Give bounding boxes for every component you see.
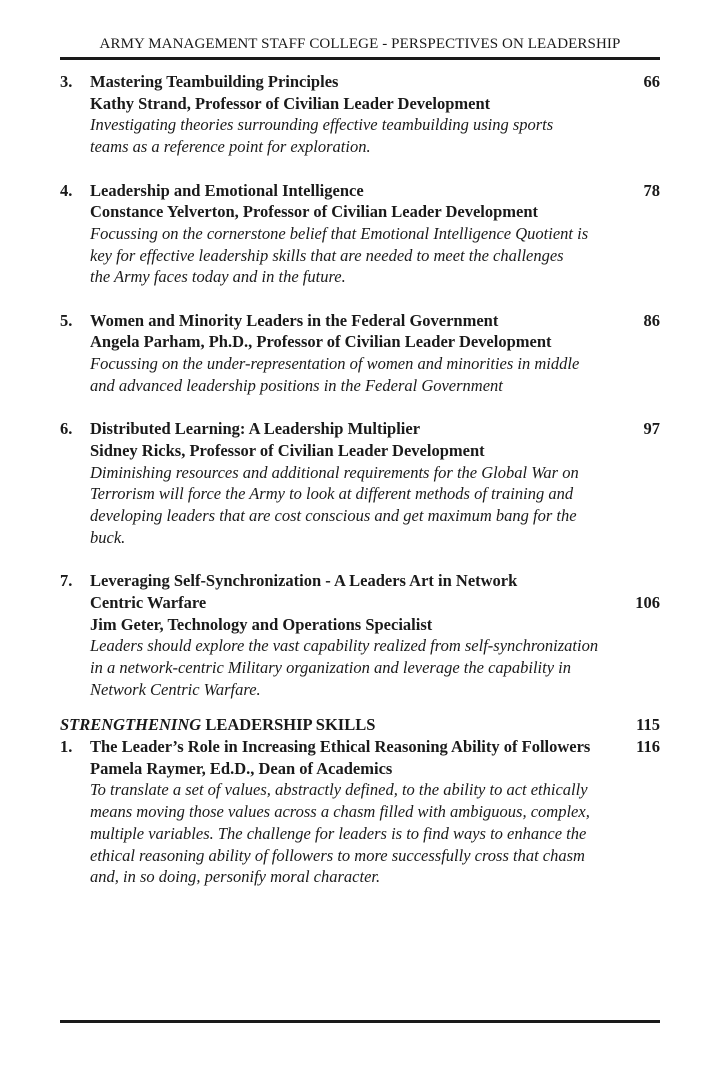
description-line: means moving those values across a chasm filled with ambiguous, complex, [90,802,590,822]
entry-title-line [90,180,660,202]
description-line: and advanced leadership positions in the Federal Government [90,375,503,395]
description-line: To translate a set of values, abstractly defined, to the ability to act ethically [90,780,588,800]
entry-page: 97 [643,419,660,439]
entry-title: Leveraging Self-Synchronization - A Leaders Art in Network [90,571,518,591]
entry-title: The Leader’s Role in Increasing Ethical Reasoning Ability of Followers [90,737,591,757]
toc-entry-4 [60,180,660,289]
toc-entry-section-1 [60,736,660,888]
entry-title-line [90,570,660,592]
entry-title: Leadership and Emotional Intelligence [90,180,364,200]
entry-title-continued: Centric Warfare [90,592,207,612]
entry-page: 78 [643,180,660,200]
description-line: multiple variables. The challenge for leaders is to find ways to enhance the [90,823,587,843]
description-line: and, in so doing, personify moral character. [90,867,381,887]
toc-entry-7 [60,570,660,700]
entry-page: 106 [635,592,660,612]
description-line: in a network-centric Military organization and leverage the capability in [90,657,572,677]
entry-page: 116 [636,737,660,757]
description-line: ethical reasoning ability of followers to more successfully cross that chasm [90,845,585,865]
table-of-contents [60,71,660,888]
entry-description [90,114,660,157]
description-line: Leaders should explore the vast capability realized from self-synchronization [90,636,599,656]
entry-author: Sidney Ricks, Professor of Civilian Leader Development [90,440,485,460]
section-title-rest: LEADERSHIP SKILLS [201,715,376,735]
running-head: ARMY MANAGEMENT STAFF COLLEGE - PERSPECTIVES ON LEADERSHIP [99,36,621,52]
footer-rule [60,1020,660,1023]
entry-author: Constance Yelverton, Professor of Civilian Leader Development [90,202,539,222]
entry-description [90,223,660,288]
entry-number: 6. [60,419,73,439]
entry-page: 86 [643,310,660,330]
entry-title-line [90,71,660,93]
entry-title-line [90,310,660,332]
description-line: buck. [90,527,126,547]
entry-number: 5. [60,310,73,330]
section-page: 115 [636,715,660,735]
toc-entry-5 [60,310,660,397]
toc-entry-6 [60,418,660,548]
entry-number: 1. [60,737,73,757]
entry-page: 66 [643,72,660,91]
description-line: Terrorism will force the Army to look at different methods of training and [90,484,574,504]
description-line: key for effective leadership skills that are needed to meet the challenges [90,245,564,265]
description-line: teams as a reference point for exploration. [90,137,371,157]
entry-description [90,353,660,396]
entry-description [90,779,660,888]
entry-author: Kathy Strand, Professor of Civilian Leader Development [90,93,491,113]
entry-title-line [90,736,660,758]
entry-title: Mastering Teambuilding Principles [90,72,339,91]
header-rule [60,57,660,60]
entry-number: 4. [60,180,73,200]
section-title-emphasis: STRENGTHENING [60,715,202,735]
entry-description [90,462,660,549]
entry-description [90,635,660,700]
entry-author: Pamela Raymer, Ed.D., Dean of Academics [90,758,393,778]
description-line: Focussing on the under-representation of women and minorities in middle [90,354,580,374]
entry-number: 7. [60,571,73,591]
description-line: Network Centric Warfare. [90,679,261,699]
entry-author: Angela Parham, Ph.D., Professor of Civilian Leader Development [90,332,552,352]
description-line: the Army faces today and in the future. [90,267,346,287]
section-title [60,714,375,736]
section-heading [60,714,660,736]
description-line: developing leaders that are cost conscious and get maximum bang for the [90,506,577,526]
entry-title-line [90,592,660,614]
entry-title-line [90,418,660,440]
entry-title: Distributed Learning: A Leadership Multiplier [90,419,421,439]
description-line: Diminishing resources and additional requirements for the Global War on [90,462,579,482]
entry-title: Women and Minority Leaders in the Federal Government [90,310,499,330]
entry-author: Jim Geter, Technology and Operations Specialist [90,614,433,634]
description-line: Investigating theories surrounding effective teambuilding using sports [90,115,554,135]
toc-entry-3 [60,71,660,158]
entry-number: 3. [60,72,73,91]
description-line: Focussing on the cornerstone belief that Emotional Intelligence Quotient is [90,223,589,243]
